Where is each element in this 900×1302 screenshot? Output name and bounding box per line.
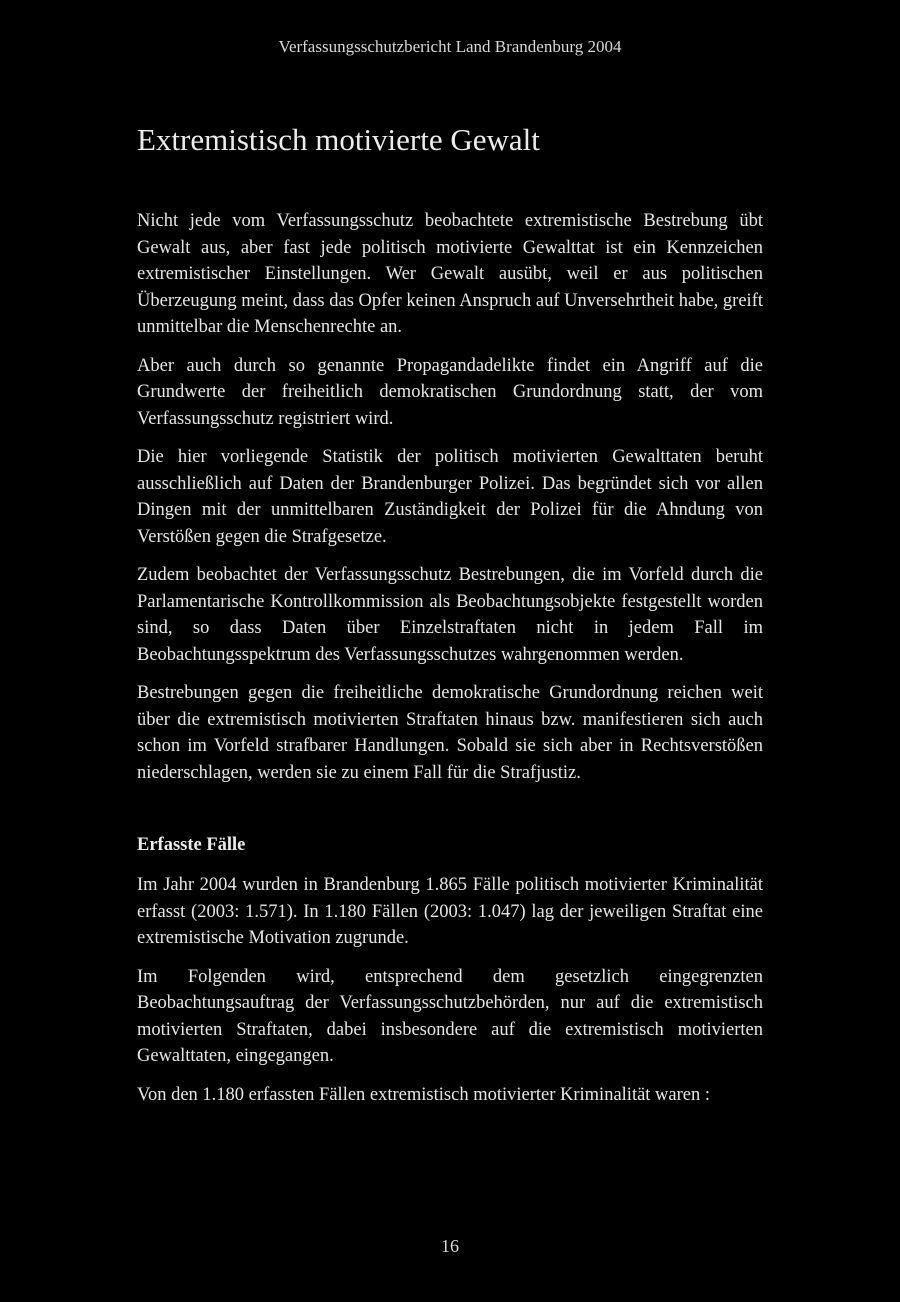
body-paragraph: Bestrebungen gegen die freiheitliche demokratische Grundordnung reichen weit über die extremistisch motivierten Straftaten hinaus bzw. manifestieren sich auch schon im Vorfeld strafbarer Handlungen. Sobald sie sich aber in Rechtsverstößen niederschlagen, werden sie zu einem Fall für die Strafjustiz.: [137, 683, 763, 783]
section-paragraph: Im Folgenden wird, entsprechend dem gesetzlich eingegrenzten Beobachtungsauftrag der Verfassungsschutzbehörden, nur auf die extremistisch motivierten Straftaten, dabei insbesondere auf die extremistisch motivierten Gewalttaten, eingegangen.: [137, 966, 763, 1066]
section-paragraph: Von den 1.180 erfassten Fällen extremistisch motivierter Kriminalität waren :: [137, 1084, 711, 1105]
body-paragraph: Zudem beobachtet der Verfassungsschutz Bestrebungen, die im Vorfeld durch die Parlamentarische Kontrollkommission als Beobachtungsobjekte festgestellt worden sind, so dass Daten über Einzelstraftaten nicht in jedem Fall im Beobachtungsspektrum des Verfassungsschutzes wahrgenommen werden.: [137, 565, 763, 665]
running-header: Verfassungsschutzbericht Land Brandenburg 2004: [278, 37, 622, 56]
page-number: 16: [441, 1236, 459, 1256]
body-paragraph: Nicht jede vom Verfassungsschutz beobachtete extremistische Bestrebung übt Gewalt aus, aber fast jede politisch motivierte Gewalttat ist ein Kennzeichen extremistischer Einstellungen. Wer Gewalt ausübt, weil er aus politischen Überzeugung meint, dass das Opfer keinen Anspruch auf Unversehrtheit habe, greift unmittelbar die Menschenrechte an.: [137, 211, 763, 337]
body-paragraph: Die hier vorliegende Statistik der politisch motivierten Gewalttaten beruht ausschließlich auf Daten der Brandenburger Polizei. Das begründet sich vor allen Dingen mit der unmittelbaren Zuständigkeit der Polizei für die Ahndung von Verstößen gegen die Strafgesetze.: [137, 447, 763, 547]
page-title: Extremistisch motivierte Gewalt: [137, 122, 540, 157]
section-heading: Erfasste Fälle: [137, 835, 246, 855]
page-content: [137, 118, 763, 1120]
body-paragraph: Aber auch durch so genannte Propagandadelikte findet ein Angriff auf die Grundwerte der freiheitlich demokratischen Grundordnung statt, der vom Verfassungsschutz registriert wird.: [137, 355, 763, 429]
section-paragraph: Im Jahr 2004 wurden in Brandenburg 1.865 Fälle politisch motivierter Kriminalität erfasst (2003: 1.571). In 1.180 Fällen (2003: 1.047) lag der jeweiligen Straftat eine extremistische Motivation zugrunde.: [137, 875, 763, 948]
